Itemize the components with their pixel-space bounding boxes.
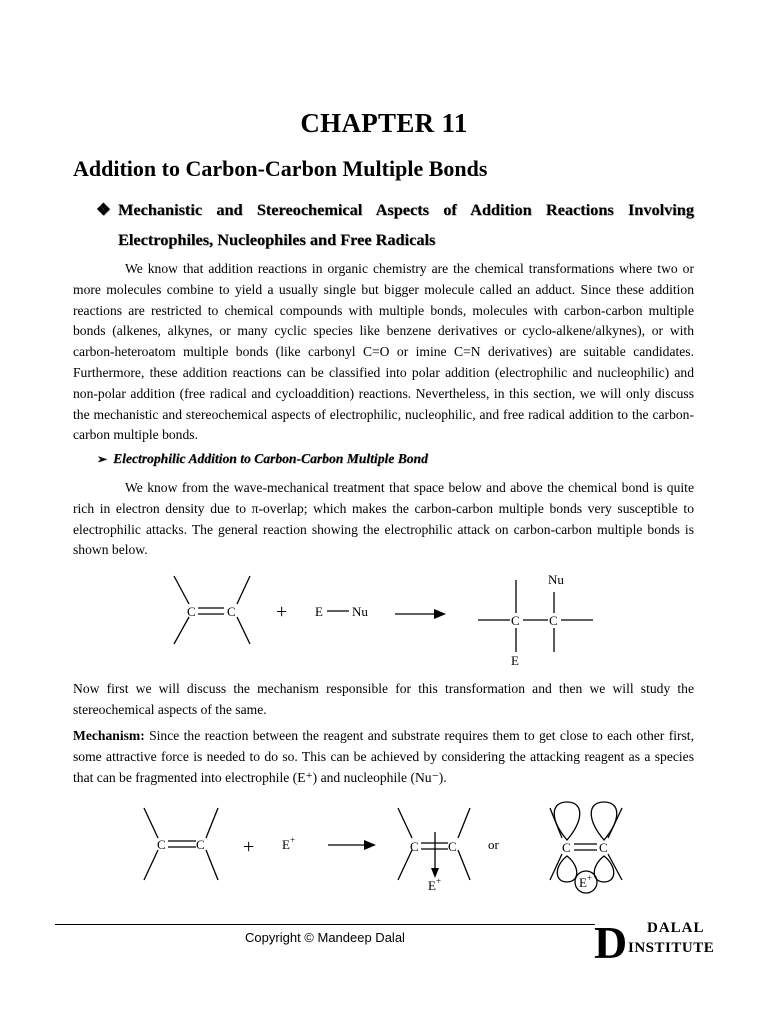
intro-paragraph-text: We know that addition reactions in organic chemistry are the chemical transformations where two or more molecules combine to yield a usually single but bigger molecule called an adduct. Since these addition reactions are restricted to chemical compounds with multiple bonds, molecules with carbon-carbon multiple bonds (alkenes, alkynes, or many cyclic species like benzene derivatives or cyclo-alkene/alkynes), or with carbon-heteroatom multiple bonds (like carbonyl C=O or imine C=N derivatives) are suitable candidates. Furthermore, these addition reactions can be classified into polar addition (electrophilic and nucleophilic) and non-polar addition (free radical and cycloaddition) reactions. Nevertheless, in this section, we will only discuss the mechanistic and stereochemical aspects of electrophilic, nucleophilic, and free radical addition to the carbon-carbon multiple bonds. (73, 261, 694, 443)
copyright-text: Copyright © Mandeep Dalal (245, 930, 405, 945)
plus-sign: + (276, 601, 288, 623)
electrophilic-addition-heading-text: Electrophilic Addition to Carbon-Carbon Multiple Bond (113, 451, 428, 466)
or-label: or (488, 837, 499, 852)
section-title: Addition to Carbon-Carbon Multiple Bonds (73, 156, 488, 181)
complex-electrophile-label: E+ (428, 876, 442, 893)
alkene-carbon-left: C (187, 604, 196, 619)
product-carbon-1: C (511, 613, 520, 628)
alkene-carbon-right: C (227, 604, 236, 619)
logo-line-1: DALAL (647, 920, 705, 936)
logo-letter: D (594, 917, 628, 964)
orbital-electrophile-label: E+ (579, 873, 593, 890)
electrophile-label: E+ (282, 835, 296, 852)
sub-heading-text: Mechanistic and Stereochemical Aspects of Addition Reactions Involving Electrophiles, Nucleophiles and Free Radicals (118, 200, 694, 249)
footer-divider (55, 924, 595, 925)
dalal-institute-logo (592, 914, 732, 964)
mechanism-label: Mechanism: (73, 728, 145, 743)
electrophilic-addition-heading (97, 451, 428, 467)
mechanism-paragraph-text: Since the reaction between the reagent and substrate requires them to get close to each other first, some attractive force is needed to do so. This can be achieved by considering the attacking reagent as a species that can be fragmented into electrophile (E⁺) and nucleophile (Nu⁻). (73, 728, 694, 785)
general-reaction-scheme (150, 568, 610, 672)
arrow-bullet-icon: ➢ (97, 452, 108, 466)
orbital-carbon-2: C (599, 840, 608, 855)
complex-carbon-1: C (410, 839, 419, 854)
mechanism-intro-paragraph: Now first we will discuss the mechanism responsible for this transformation and then we will study the stereochemical aspects of the same. (73, 681, 694, 717)
intro-paragraph (73, 259, 694, 446)
wave-mechanical-paragraph-text: We know from the wave-mechanical treatment that space below and above the chemical bond is quite rich in electron density due to π-overlap; which makes the carbon-carbon multiple bonds very susceptible to electrophilic attacks. The general reaction showing the electrophilic attack on carbon-carbon multiple bonds is shown below. (73, 480, 694, 558)
product-carbon-2: C (549, 613, 558, 628)
mechanism-paragraph (73, 726, 694, 788)
logo-line-2: INSTITUTE (628, 940, 715, 956)
reagent-nu-label: Nu (352, 604, 368, 619)
alkene2-carbon-left: C (157, 837, 166, 852)
complex-carbon-2: C (448, 839, 457, 854)
orbital-carbon-1: C (562, 840, 571, 855)
sub-heading (96, 195, 694, 255)
electrophile-attack-scheme (130, 800, 650, 906)
chapter-title: CHAPTER 11 (300, 108, 468, 138)
product-e-label: E (511, 653, 519, 668)
alkene2-carbon-right: C (196, 837, 205, 852)
product-nu-label: Nu (548, 572, 564, 587)
diamond-bullet-icon: ❖ (96, 200, 111, 219)
reagent-e-label: E (315, 604, 323, 619)
plus-sign-2: + (243, 836, 255, 858)
wave-mechanical-paragraph (73, 478, 694, 561)
